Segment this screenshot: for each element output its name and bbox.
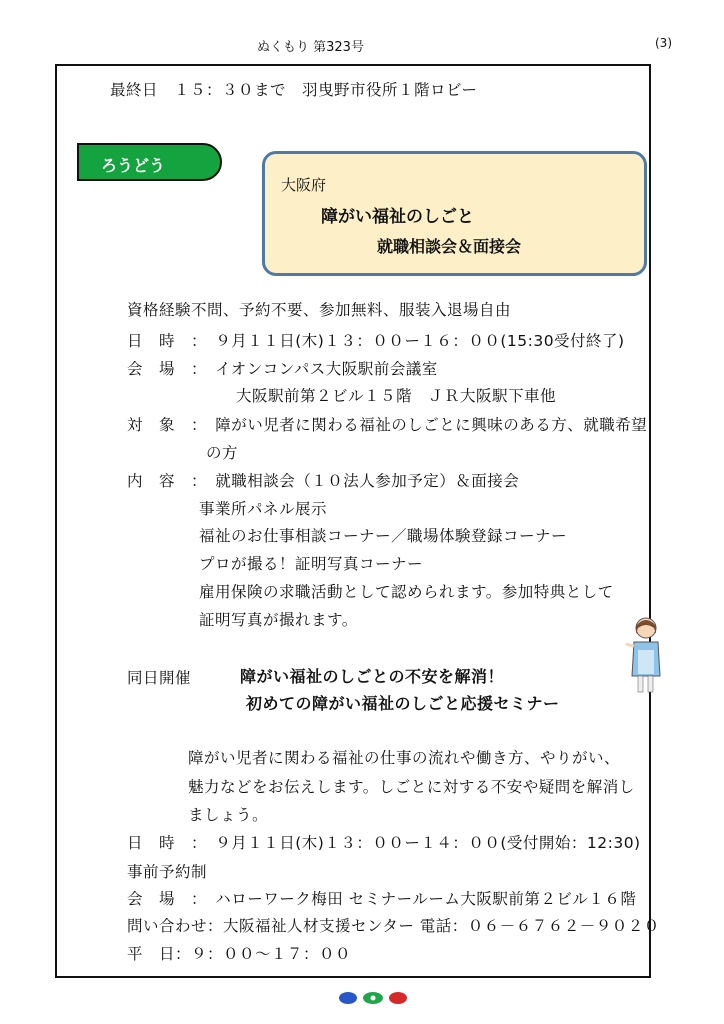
requirements-line: 資格経験不問、予約不要、参加無料、服装入退場自由 (127, 301, 512, 319)
seminar-title-1: 障がい福祉のしごとの不安を解消！ (240, 667, 505, 686)
event-prefecture: 大阪府 (281, 176, 327, 194)
content-line-4: プロが撮る！証明写真コーナー (199, 555, 424, 573)
seminar-date: 日 時 ： ９月１１日(木)１３：００ー１４：００(受付開始：12:30) (127, 834, 641, 852)
content-line-5: 雇用保険の求職活動として認められます。参加特典として (199, 583, 614, 601)
target-line-2: の方 (206, 444, 239, 462)
seminar-title-2: 初めての障がい福祉のしごと応援セミナー (246, 694, 560, 713)
event-subtitle: 就職相談会＆面接会 (377, 237, 522, 256)
venue-line: 会 場 ： イオンコンパス大阪駅前会議室 (127, 360, 438, 378)
event-title-box (262, 151, 647, 276)
last-day-line: 最終日 １５：３０まで 羽曳野市役所１階ロビー (110, 81, 478, 99)
content-line-3: 福祉のお仕事相談コーナー／職場体験登録コーナー (199, 527, 568, 545)
contact-line: 問い合わせ：大阪福祉人材支援センター 電話：０６－６７６２－９０２０ (127, 917, 660, 935)
hours-line: 平 日：９：００～１７：００ (127, 945, 352, 963)
target-line: 対 象 ： 障がい児者に関わる福祉のしごとに興味のある方、就職希望 (127, 416, 648, 434)
seminar-desc-1: 障がい児者に関わる福祉の仕事の流れや働き方、やりがい、 (188, 749, 621, 767)
seminar-desc-2: 魅力などをお伝えします。しごとに対する不安や疑問を解消し (188, 778, 635, 796)
footer-mascot-logo (338, 988, 408, 1016)
seminar-desc-3: ましょう。 (188, 806, 269, 824)
content-line: 内 容 ： 就職相談会（１０法人参加予定）＆面接会 (127, 472, 520, 490)
concurrent-label: 同日開催 (127, 669, 192, 687)
page-number: (3) (655, 36, 672, 50)
date-line: 日 時 ： ９月１１日(木)１３：００ー１６：００(15:30受付終了) (127, 332, 625, 350)
seminar-reservation: 事前予約制 (127, 863, 208, 881)
section-tab-label: ろうどう (101, 156, 166, 175)
newsletter-title: ぬくもり 第323号 (257, 40, 364, 55)
event-title: 障がい福祉のしごと (321, 207, 474, 227)
content-line-2: 事業所パネル展示 (199, 500, 328, 518)
section-tab (77, 143, 222, 181)
venue-line-2: 大阪駅前第２ビル１５階 ＪＲ大阪駅下車他 (236, 387, 557, 405)
content-line-6: 証明写真が撮れます。 (199, 611, 358, 629)
seminar-venue: 会 場 ： ハローワーク梅田 セミナールーム大阪駅前第２ビル１６階 (127, 890, 637, 908)
staff-illustration (624, 614, 664, 700)
